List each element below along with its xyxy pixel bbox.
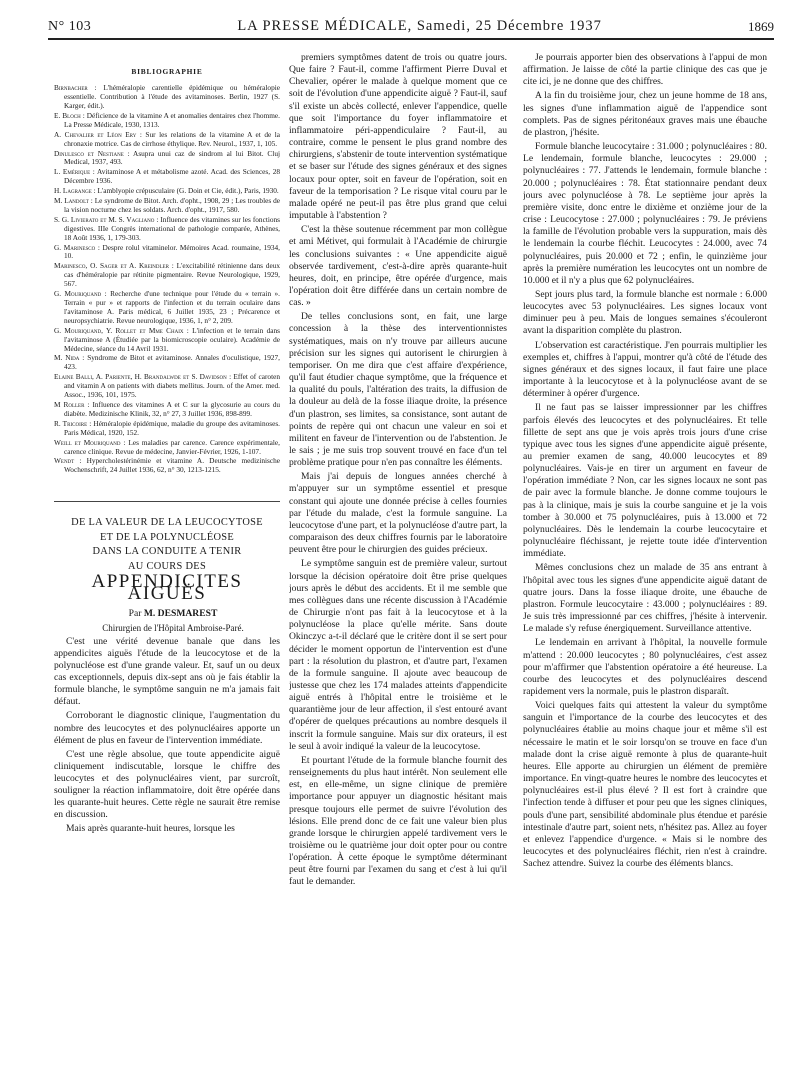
bibliography-author: G. Marinesco : (54, 242, 100, 252)
bibliography-entry (54, 262, 280, 289)
bibliography-author: M. Nida : (54, 353, 85, 363)
bibliography-text: L'héméralopie carentielle épidémique ou héméralopie essentielle. Contribution à l'étude des avitaminoses. Berlin, 1927 (S. Karger, édit.). (64, 83, 280, 110)
bibliography-author: A. Chevalier et Léon Ery : (54, 129, 142, 139)
bibliography-text: L'excitabilité rétinienne dans deux cas d'héméralopie par rétinite pigmentaire. Revue Neurologique, 1929, 567. (64, 261, 280, 289)
bibliography-text: Le syndrome de Bitot. Arch. d'opht., 1908, 29 ; Les troubles de la vision nocturne chez les soldats. Arch. d'opht., 1917, 580. (64, 196, 280, 214)
bibliography-text: Syndrome de Bitot et avitaminose. Annales d'oculistique, 1927, 423. (64, 353, 280, 372)
bibliography-text: Hypercholestérinémie et vitamine A. Deutsche medizinische Wochenschrift, 24 Juillet 1936, 62, n° 30, 1213-1215. (64, 456, 280, 475)
bibliography-text: Despre rolul vitaminelor. Mémoires Acad. roumaine, 1934, 10. (64, 242, 280, 261)
author-name: M. DESMAREST (143, 607, 218, 619)
column-3 (523, 52, 767, 1072)
bibliography-author: Weill et Mouriquand : (54, 437, 126, 447)
article-paragraph: Sept jours plus tard, la formule blanche est normale : 6.000 leucocytes avec 53 polynucléaires. Les signes locaux vont diminuer peu à peu. Mais de longues semaines s'écouleront avant la disparition complète du plastron. (523, 288, 767, 337)
page-header (48, 12, 774, 40)
bibliography-entry (54, 457, 280, 475)
bibliography-author: L. Emérique : (54, 167, 95, 177)
bibliography-heading: BIBLIOGRAPHIE (131, 67, 203, 76)
bibliography-entry (54, 150, 280, 168)
bibliography-text: Les maladies par carence. Carence expérimentale, carence clinique. Revue de médecine, Janvier-Février, 1926, 1-107. (64, 437, 280, 456)
bibliography-entry (54, 439, 280, 457)
bibliography-text: Influence des vitamines sur les fonctions digestives. IIIe Congrès international de pathologie comparée, Athènes, 18 Août 1936, 1, 179-303. (64, 214, 280, 242)
article-title: APPENDICITES AIGUËS (91, 571, 243, 605)
bibliography-text: Influence des vitamines A et C sur la glycosurie au cours du diabète. Medizinische Klinik, 32, n° 27, 3 Juillet 1936, 898-899. (64, 399, 280, 418)
bibliography-entry (54, 168, 280, 186)
article-paragraph: Mais j'ai depuis de longues années cherché à m'appuyer sur un symptôme essentiel et presque constant qui ajoute une donnée précise à celles fournies par l'étude du malade, c'est la formule sanguine. La leucocytose d'une part, et la polynucléose d'autre part, la comparaison des deux chiffres fournis par le laboratoire peuvent être pour le chirurgien des guides précieux. (289, 471, 507, 556)
bibliography-text: Recherche d'une technique pour l'étude du « terrain ». Terrain « pur » et rapports de l'infection et du terrain oculaire dans l'avitaminose A. Paris médical, 6 Juillet 1935, 23 ; Précarence et neuropsychiatrie. Revue neurologique, 1936, 1, n° 2, 209. (64, 289, 280, 325)
bibliography-text: Héméralopie épidémique, maladie du groupe des avitaminoses. Paris Médical, 1920, 152. (64, 418, 280, 437)
article-paragraph: Il ne faut pas se laisser impressionner par les chiffres parfois élevés des leucocytes et des polynucléaires. Et telle fillette de sept ans que je vois après trois jours d'une crise typique avec tous les signes d'une appendicite aiguë présente, au premier examen de sang, 40.000 leucocytes et 89 polynucléaires. Vais-je en tirer un argument en faveur de l'opération immédiate ? Non, car les signes locaux ne sont pas de pair avec la formule blanche. Je donne comme toujours le pas à la clinique, mais je suis la courbe sanguine et je la vois tomber à 30.000 et 75 polynucléaires, puis à 13.000 et 72 polynucléaires. Dès le lendemain la courbe leucocytaire et polynucléaire fléchissant, je rejette toute idée d'intervention immédiate. (523, 402, 767, 560)
article-paragraph: Le lendemain en arrivant à l'hôpital, la nouvelle formule m'attend : 20.000 leucocytes ; 80 polynucléaires, c'est assez pour m'affirmer que l'abstention opératoire a été heureuse. La courbe des leucocytes et des polynucléaires descend rapidement vers la normale, puis le plastron disparaît. (523, 637, 767, 697)
bibliography-entry (54, 290, 280, 326)
byline-prefix: Par (128, 607, 142, 619)
bibliography-text: L'infection et le terrain dans l'avitaminose A (Étudiée par la biomicroscopie oculaire). Académie de Médecine, séance du 14 Avril 1931. (64, 325, 280, 353)
bibliography-author: S. G. Livierato et M. S. Vagliano : (54, 214, 159, 224)
bibliography-author: Marinesco, O. Sager et A. Kreindler : (54, 261, 174, 271)
bibliography-entry (54, 131, 280, 149)
bibliography-entry (54, 112, 280, 130)
article-paragraph: Voici quelques faits qui attestent la valeur du symptôme sanguin et l'importance de la courbe des leucocytes et des polynucléaires établie au moins chaque jour et même s'il est nécessaire le matin et le soir lorsqu'on se trouve en face d'un malade dont la crise aiguë remonte à plus de quarante-huit heures. Elle apporte au chirurgien un élément de première importance. En vingt-quatre heures le nombre des leucocytes et polynucléaires est-il plus élevé ? Il est fort à craindre que l'infection tende à diffuser et pour peu que les signes cliniques, pouls d'une part, sensibilité abdominale plus étendue et parésie intestinale d'autre part, soient nets, n'hésitez pas. Allez au foyer et enlevez l'appendice d'urgence. « Mais si le nombre des leucocytes et des polynucléaires fléchit, rien n'est à craindre. Sachez attendre. Suivez la courbe des éléments blancs. (523, 700, 767, 870)
article-paragraph: L'observation est caractéristique. J'en pourrais multiplier les exemples et, chiffres à l'appui, montrer qu'à côté de l'étude des signes généraux et des signes locaux, il faut faire une place importante à la leucocytose et à la polynucléose avant de se déterminer à opérer d'urgence. (523, 339, 767, 400)
bibliography-entry (54, 327, 280, 354)
bibliography-text: L'amblyopie crépusculaire (G. Doin et Cie, édit.), Paris, 1930. (97, 186, 279, 196)
section-divider (54, 501, 280, 502)
bibliography-entry (54, 373, 280, 400)
bibliography-text: Asupra unui caz de sindrom al lui Bitot. Cluj Medical, 1937, 493. (64, 148, 280, 167)
bibliography-author: G. Mouriquand : (54, 289, 107, 299)
journal-title: LA PRESSE MÉDICALE, Samedi, 25 Décembre 1937 (237, 18, 602, 34)
column-1 (54, 52, 280, 1072)
bibliography-author: G. Mouriquand, Y. Rollet et Mme Chaix : (54, 325, 189, 335)
bibliography-text: Effet of caroten and vitamin A on patients with diabets mellitus. Journ. of the Amer. med. Assoc., 1936, 101, 1975. (64, 372, 280, 400)
article-paragraph: A la fin du troisième jour, chez un jeune homme de 18 ans, les signes d'une inflammation aiguë de l'appendice sont complets. Pas de signes péritonéaux graves mais une ébauche de plastron, j'hésite. (523, 90, 767, 138)
bibliography-text: Avitaminose A et métabolisme azoté. Acad. des Sciences, 28 Décembre 1936. (64, 167, 280, 186)
page-number: 1869 (748, 19, 774, 34)
bibliography-entry (54, 401, 280, 419)
bibliography-author: Wendt : (54, 456, 82, 466)
article-paragraph: C'est une règle absolue, que toute appendicite aiguë cliniquement indiscutable, lorsque le chiffre des leucocytes et des polynucléaires vient, par surcroît, souligner la réaction inflammatoire, doit être opérée dans les quarante-huit heures. Cette règle ne saurait être remise en discussion. (54, 748, 280, 821)
bibliography-author: Birnbacher : (54, 83, 97, 93)
issue-number: N° 103 (48, 19, 92, 34)
article-paragraph: Je pourrais apporter bien des observations à l'appui de mon affirmation. Je laisse de côté la partie clinique des cas que je cite ici, je ne donne que des chiffres. (523, 52, 767, 88)
bibliography-entry (54, 244, 280, 262)
bibliography-text: Déficience de la vitamine A et anomalies dentaires chez l'homme. La Presse Médicale, 1930, 1313. (64, 110, 280, 129)
bibliography-entry (54, 354, 280, 372)
bibliography-author: R. Tricoire : (54, 418, 92, 428)
bibliography-author: M. Landolt : (54, 196, 93, 206)
bibliography-text: Sur les relations de la vitamine A et de la chronaxie motrice. Cas de cirrhose éthylique. Rev. Neurol., 1937, 1, 105. (64, 129, 280, 148)
article-subtitle-line: DE LA VALEUR DE LA LEUCOCYTOSE (71, 517, 263, 529)
article-subtitle-line: ET DE LA POLYNUCLÉOSE (99, 531, 235, 543)
bibliography-entry (54, 84, 280, 111)
article-paragraph: Le symptôme sanguin est de première valeur, surtout lorsque la décision opératoire doit être prise quelques jours après le début des accidents. Et il me semble que mes collègues dans une récente discussion à l'Académie de Chirurgie n'ont pas fait à la leucocytose et à la polynucléose la place qu'elle mérite. Sans doute Okinczyc a-t-il déclaré que le critère dont il se sert pour décider le moment opportun de l'intervention est d'une part : la résolution du plastron, et d'autre part, l'examen de la formule sanguine. Il ajoute avec beaucoup de justesse que chez les 174 malades atteints d'appendicite aiguë entrés à l'hôpital entre le troisième et le quarantième jour de leur affection, il s'est entouré avant d'opérer de quelques précautions au nombre desquels il inscrit la formule sanguine. Mais sur dix orateurs, il est le seul à avoir indiqué la valeur de la leucocytose. (289, 558, 507, 752)
article-subtitle-line: AU COURS DES (127, 560, 207, 572)
bibliography-author: Elaine Balli, A. Pariente, H. Brandalwde et S. Davidson : (54, 372, 232, 382)
article-body-col1 (54, 636, 280, 836)
article-paragraph: premiers symptômes datent de trois ou quatre jours. Que faire ? Faut-il, comme l'affirment Pierre Duval et Chevalier, opérer le malade à quelque moment que ce soit de l'évolution d'une appendicite aiguë ? Faut-il, sauf s'il existe un abcès collecté, enlever l'appendice, quelle que soit l'importance du foyer inflammatoire et inflammatoire péri-appendiculaire ? Faut-il, au contraire, comme le pensent le plus grand nombre des chirurgiens, s'abstenir de toute intervention systématique et se baser sur l'étude des signes généraux et des signes locaux pour opter, soit en faveur de l'opération, soit en faveur de la temporisation ? Le risque vital couru par le malade opéré ne peut-il pas être plus grand que celui imputable à l'abstention ? (289, 52, 507, 222)
bibliography-entry (54, 216, 280, 243)
bibliography-entry (54, 187, 280, 196)
article-paragraph: Formule blanche leucocytaire : 31.000 ; polynucléaires : 80. Le lendemain, formule blanche, leucocytes : 29.000 ; polynucléaires : 77. J'attends le lendemain, formule blanche : 20.000 ; polynucléaires : 78. État stationnaire pendant deux jours avec polynucléose à 78. Le septième jour après la première visite, donc entre le dixième et onzième jour de la crise : Leucocytose : 27.000 ; polynucléaires : 79. Je préviens la famille de l'évolution probable vers la suppuration, mais dès le lendemain la courbe fléchit. Leucocytes : 24.000, avec 74 polynucléaires, puis 20.000 et 72 ; enfin, le quinzième jour après la première numération les leucocytes ont un nombre de 10.000 et il n'y a plus que 62 polynucléaires. (523, 141, 767, 286)
bibliography-entry (54, 420, 280, 438)
article-paragraph: Mêmes conclusions chez un malade de 35 ans entrant à l'hôpital avec tous les signes d'une appendicite aiguë datant de quatre jours. Dans la fosse iliaque droite, une ébauche de plastron. Formule leucocytaire : 43.000 ; polynucléaires : 89. Je suis très impressionné par ces chiffres, j'hésite à intervenir. Le malade s'y refuse énergiquement. Surveillance attentive. (523, 562, 767, 635)
article-paragraph: De telles conclusions sont, en fait, une large concession à la thèse des interventionnistes systématiques, mais on n'y trouve par ailleurs aucune précision sur les signes qui autorisent le chirurgien à temporiser. On me dira que c'est affaire d'expérience, qu'il faut étudier chaque symptôme, que la fréquence et la qualité du pouls, l'altération des traits, la diffusion de la douleur au delà de la fosse iliaque droite, la présence d'un plastron, ses limites, sa consistance, sont autant de points de repère qui ont chacun une valeur en soi et militent en faveur de l'intervention ou de l'abstention. Je le sais ; je me suis trop souvent trouvé en face d'un tel problème pratique pour n'en pas connaître les éléments. (289, 311, 507, 469)
column-2 (289, 52, 507, 1072)
article-heading (54, 516, 280, 634)
bibliography-author: M Roller : (54, 399, 90, 409)
article-paragraph: Et pourtant l'étude de la formule blanche fournit des renseignements du plus haut intérêt. Non seulement elle est, en elle-même, un signe clinique de première importance pour appuyer un diagnostic hésitant mais presque toujours elle permet de suivre l'évolution des lésions. Elle prend donc de ce fait une valeur bien plus grande lorsque le chirurgien appelé tardivement vers le troisième ou le quatrième jour doit opter pour ou contre l'opération. À cette époque le symptôme déterminant peut être fourni par l'examen du sang et c'est à lui qu'il faut le demander. (289, 754, 507, 888)
author-affiliation: Chirurgien de l'Hôpital Ambroise-Paré. (102, 622, 244, 633)
article-paragraph: C'est la thèse soutenue récemment par mon collègue et ami Métivet, qui formulait à l'Académie de chirurgie les conclusions suivantes : « Une appendicite aiguë observée tardivement, c'est-à-dire après quarante-huit heures, doit, en principe, être opérée d'urgence, mais l'opération doit être différée dans un certain nombre de cas. » (289, 224, 507, 309)
bibliography-author: H. Lagrange : (54, 186, 96, 196)
bibliography-entry (54, 197, 280, 215)
article-paragraph: Corroborant le diagnostic clinique, l'augmentation du nombre des leucocytes et des polynucléaires apporte un élément de plus en faveur de l'intervention immédiate. (54, 710, 280, 746)
article-paragraph: Mais après quarante-huit heures, lorsque les (66, 823, 235, 835)
bibliography-author: E. Bloch : (54, 110, 85, 120)
bibliography-list (54, 84, 280, 475)
bibliography-author: Dinulesco et Nestiane : (54, 148, 130, 158)
article-paragraph: C'est une vérité devenue banale que dans les appendicites aiguës l'étude de la leucocytose et de la polynucléose est d'une grande valeur. Et, sauf un ou deux cas exceptionnels, depuis dix-sept ans où je fais établir la formule blanche, le symptôme sanguin ne m'a jamais fait défaut. (54, 635, 280, 708)
article-subtitle-line: DANS LA CONDUITE A TENIR (92, 546, 242, 558)
byline (54, 608, 280, 620)
